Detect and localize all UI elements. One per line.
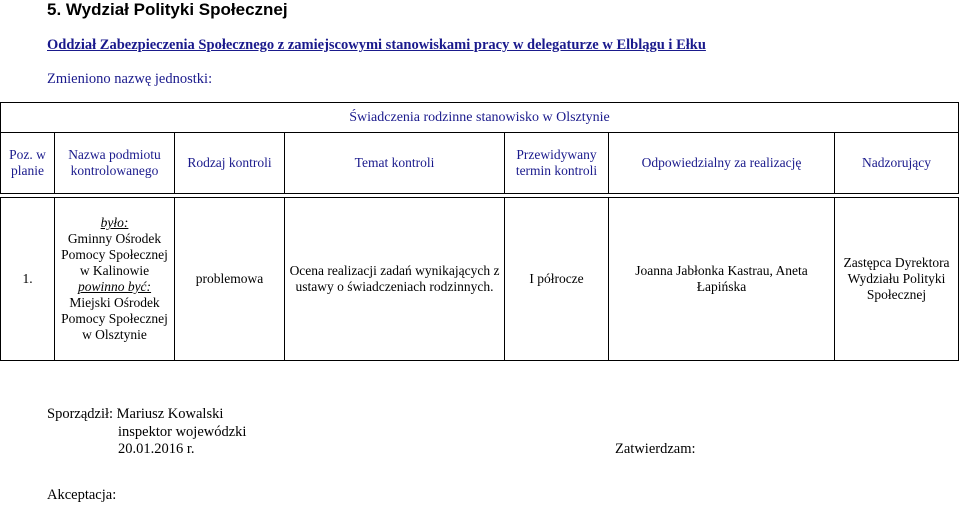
was-label: było: [100, 215, 129, 230]
cell-entity [55, 198, 175, 361]
col-header-topic: Temat kontroli [285, 133, 505, 194]
should-name: Miejski Ośrodek Pomocy Społecznej w Olsztynie [61, 295, 168, 342]
prepared-by: Sporządził: Mariusz Kowalski [47, 406, 224, 422]
unit-title-row [1, 103, 959, 133]
col-header-entity: Nazwa podmiotu kontrolowanego [55, 133, 175, 194]
accept-label: Akceptacja: [47, 487, 117, 503]
renamed-label: Zmieniono nazwę jednostki: [47, 71, 213, 87]
cell-topic: Ocena realizacji zadań wynikających z ustawy o świadczeniach rodzinnych. [285, 198, 505, 361]
department-subtitle: Oddział Zabezpieczenia Społecznego z zamiejscowymi stanowiskami pracy w delegaturze w Elblągu i Ełku [47, 37, 706, 53]
col-header-lp: Poz. w planie [1, 133, 55, 194]
col-header-type: Rodzaj kontroli [175, 133, 285, 194]
cell-lp: 1. [1, 198, 55, 361]
section-heading: 5. Wydział Polityki Społecznej [47, 0, 288, 19]
unit-title: Świadczenia rodzinne stanowisko w Olsztynie [1, 103, 959, 133]
col-header-term: Przewidywany termin kontroli [505, 133, 609, 194]
position: inspektor wojewódzki [118, 424, 247, 440]
approve-label: Zatwierdzam: [615, 441, 696, 457]
control-plan-table [0, 102, 959, 361]
header-row [1, 133, 959, 194]
date: 20.01.2016 r. [118, 441, 195, 457]
cell-responsible: Joanna Jabłonka Kastrau, Aneta Łapińska [609, 198, 835, 361]
cell-supervisor: Zastępca Dyrektora Wydziału Polityki Społecznej [835, 198, 959, 361]
col-header-supervisor: Nadzorujący [835, 133, 959, 194]
table-row [1, 198, 959, 361]
was-name: Gminny Ośrodek Pomocy Społecznej w Kalinowie [61, 231, 168, 278]
cell-term: I półrocze [505, 198, 609, 361]
should-label: powinno być: [77, 279, 152, 294]
col-header-responsible: Odpowiedzialny za realizację [609, 133, 835, 194]
cell-type: problemowa [175, 198, 285, 361]
